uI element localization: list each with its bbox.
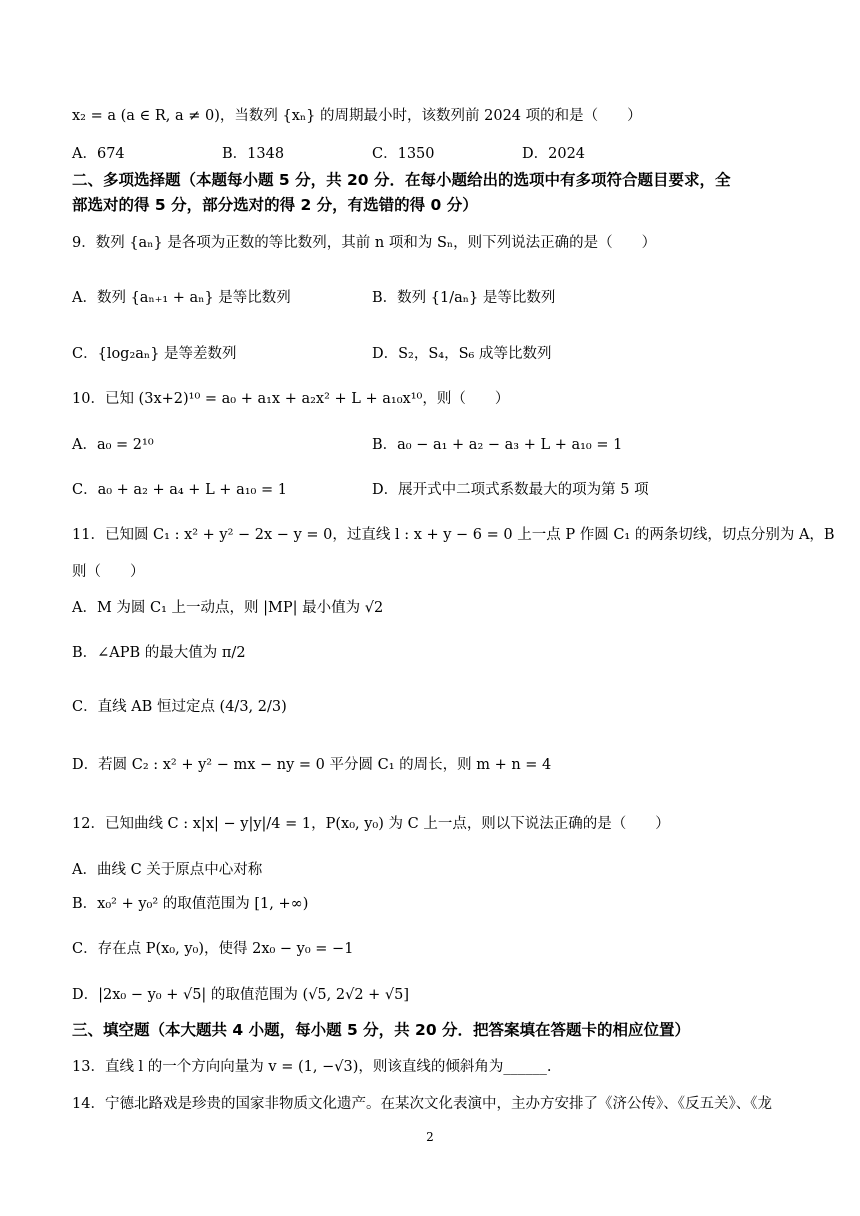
q11-option-b: B．∠APB 的最大值为 π/2 bbox=[72, 645, 246, 661]
q10-option-b: B．a₀ − a₁ + a₂ − a₃ + L + a₁₀ = 1 bbox=[372, 437, 623, 453]
q12-option-d: D．|2x₀ − y₀ + √5| 的取值范围为 (√5, 2√2 + √5] bbox=[72, 987, 410, 1003]
q10-option-d: D．展开式中二项式系数最大的项为第 5 项 bbox=[372, 482, 649, 498]
q11-option-a: A．M 为圆 C₁ 上一动点，则 |MP| 最小值为 √2 bbox=[72, 600, 384, 616]
q10-stem: 10．已知 (3x+2)¹⁰ = a₀ + a₁x + a₂x² + L + a₁₀x¹⁰，则（ ） bbox=[72, 391, 510, 407]
q9-option-c: C．{log₂aₙ} 是等差数列 bbox=[72, 346, 237, 362]
q8-option-c: C．1350 bbox=[372, 146, 435, 162]
section-2-line-2: 部选对的得 5 分，部分选对的得 2 分，有选错的得 0 分） bbox=[72, 196, 478, 214]
q12-option-c: C．存在点 P(x₀, y₀)，使得 2x₀ − y₀ = −1 bbox=[72, 941, 354, 957]
q14-stem: 14．宁德北路戏是珍贵的国家非物质文化遗产。在某次文化表演中，主办方安排了《济公传》、《反五关》、《龙 bbox=[72, 1096, 772, 1112]
section-3-line-1: 三、填空题（本大题共 4 小题，每小题 5 分，共 20 分．把答案填在答题卡的相应位置） bbox=[72, 1021, 691, 1039]
page-number: 2 bbox=[426, 1130, 434, 1144]
q10-option-a: A．a₀ = 2¹⁰ bbox=[72, 437, 154, 453]
q12-stem: 12．已知曲线 C : x|x| − y|y|/4 = 1，P(x₀, y₀) 为 C 上一点，则以下说法正确的是（ ） bbox=[72, 816, 670, 832]
q11-stem-line-1: 11．已知圆 C₁ : x² + y² − 2x − y = 0，过直线 l : x + y − 6 = 0 上一点 P 作圆 C₁ 的两条切线，切点分别为 A，B bbox=[72, 527, 835, 543]
q11-option-c: C．直线 AB 恒过定点 (4/3, 2/3) bbox=[72, 699, 287, 715]
q9-option-b: B．数列 {1/aₙ} 是等比数列 bbox=[372, 290, 556, 306]
q9-option-d: D．S₂，S₄，S₆ 成等比数列 bbox=[372, 346, 552, 362]
q8-option-b: B．1348 bbox=[222, 146, 285, 162]
q10-option-c: C．a₀ + a₂ + a₄ + L + a₁₀ = 1 bbox=[72, 482, 287, 498]
q12-option-b: B．x₀² + y₀² 的取值范围为 [1, +∞) bbox=[72, 896, 309, 912]
q12-option-a: A．曲线 C 关于原点中心对称 bbox=[72, 862, 263, 878]
q8-option-d: D．2024 bbox=[522, 146, 586, 162]
q11-stem-line-2: 则（ ） bbox=[72, 564, 145, 580]
section-2-line-1: 二、多项选择题（本题每小题 5 分，共 20 分．在每小题给出的选项中有多项符合题目要求，全 bbox=[72, 171, 731, 189]
q8-option-a: A．674 bbox=[72, 146, 125, 162]
q8-stem-tail: x₂ = a (a ∈ R, a ≠ 0)，当数列 {xₙ} 的周期最小时，该数列前 2024 项的和是（ ） bbox=[72, 108, 642, 124]
q11-option-d: D．若圆 C₂ : x² + y² − mx − ny = 0 平分圆 C₁ 的周长，则 m + n = 4 bbox=[72, 757, 552, 773]
q9-option-a: A．数列 {aₙ₊₁ + aₙ} 是等比数列 bbox=[72, 290, 291, 306]
q13-stem: 13．直线 l 的一个方向向量为 v = (1, −√3)，则该直线的倾斜角为______. bbox=[72, 1059, 552, 1075]
q9-stem: 9．数列 {aₙ} 是各项为正数的等比数列，其前 n 项和为 Sₙ，则下列说法正确的是（ ） bbox=[72, 235, 657, 251]
